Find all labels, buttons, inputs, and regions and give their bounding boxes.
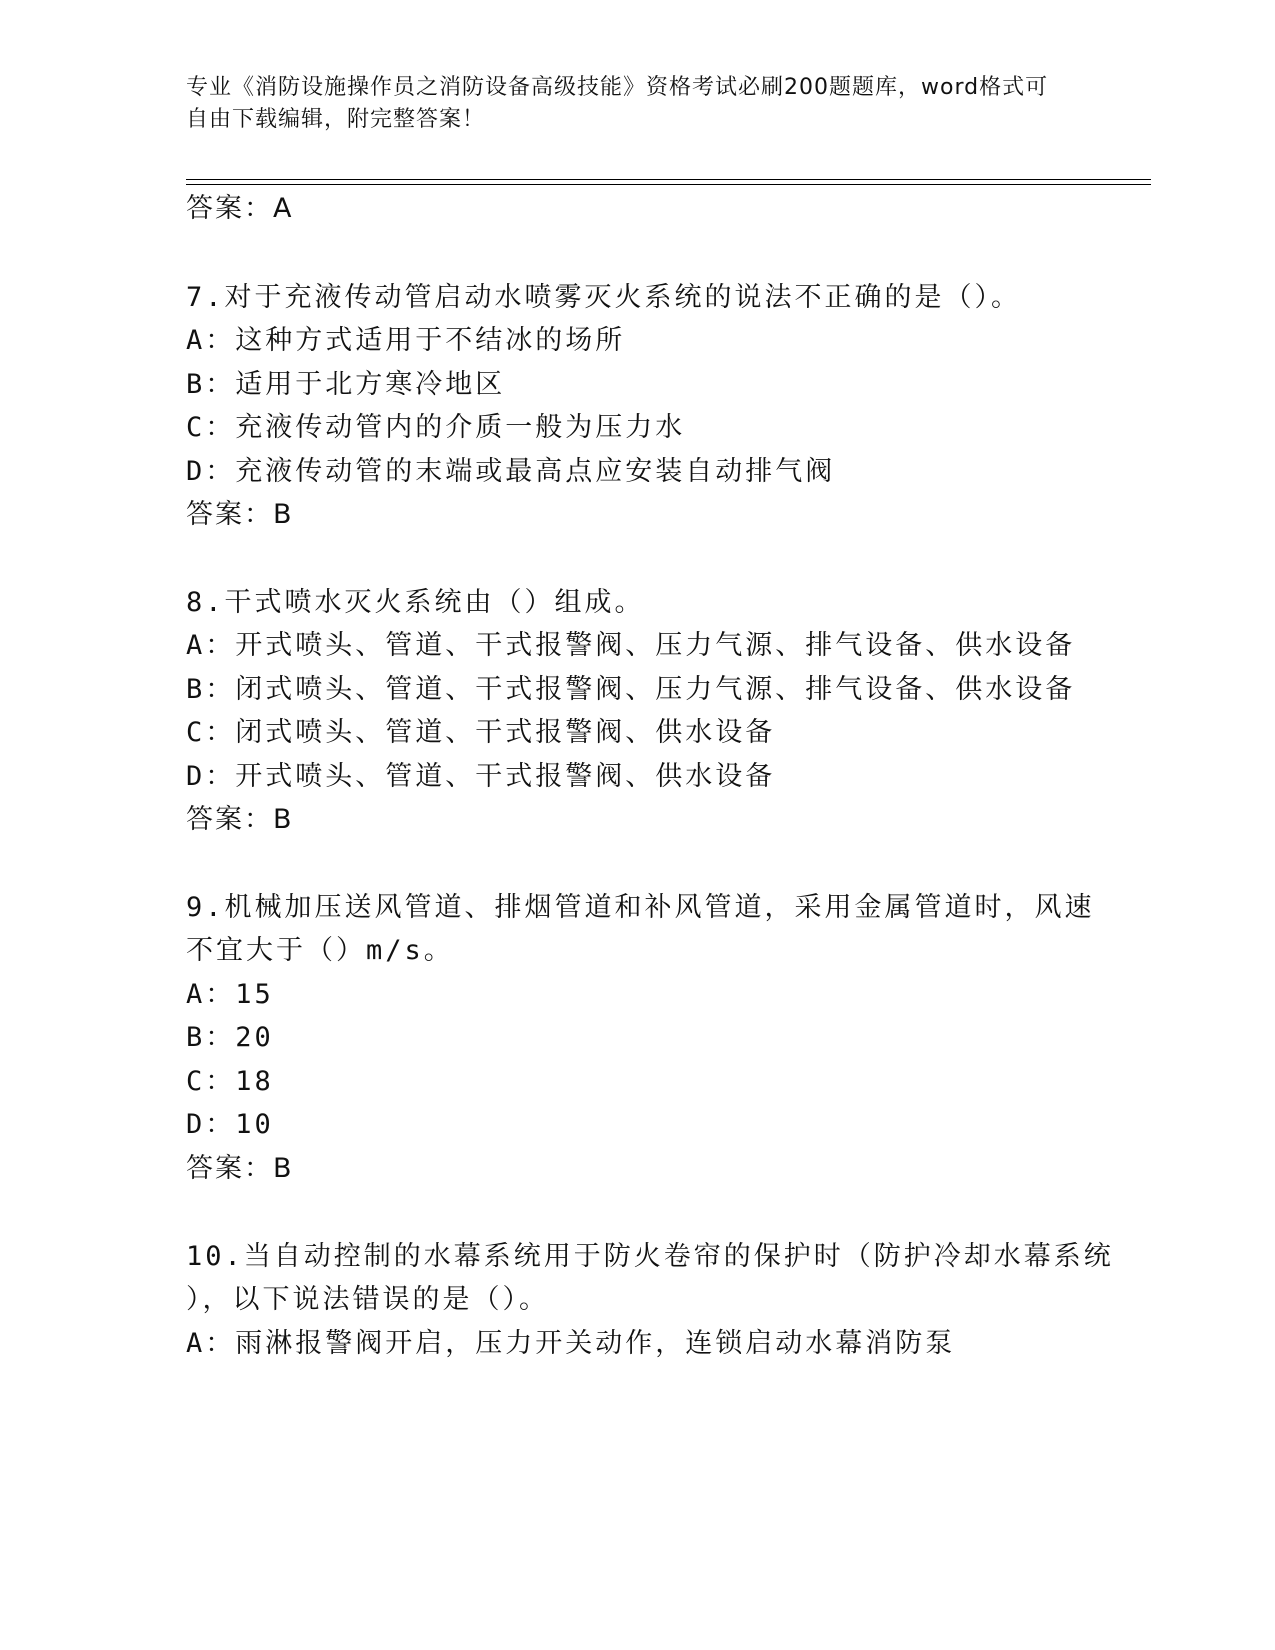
question-9-stem-line-1: 9.机械加压送风管道、排烟管道和补风管道，采用金属管道时，风速: [186, 892, 1095, 923]
header-divider-bottom: [186, 184, 1151, 185]
document-header: 专业《消防设施操作员之消防设备高级技能》资格考试必刷200题题库，word格式可自由下载编辑，附完整答案！: [186, 75, 1049, 132]
question-9-answer: 答案：B: [186, 1153, 294, 1184]
question-10-stem-line-1: 10.当自动控制的水幕系统用于防火卷帘的保护时（防护冷却水幕系统: [186, 1241, 1114, 1272]
question-7-stem: 7.对于充液传动管启动水喷雾灭火系统的说法不正确的是（）。: [186, 282, 1022, 313]
question-10-option-a: A：雨淋报警阀开启，压力开关动作，连锁启动水幕消防泵: [186, 1328, 956, 1359]
question-9-option-c: C：18: [186, 1066, 274, 1097]
question-8-option-c: C：闭式喷头、管道、干式报警阀、供水设备: [186, 717, 776, 748]
question-7-option-c: C：充液传动管内的介质一般为压力水: [186, 412, 686, 443]
question-8-option-d: D：开式喷头、管道、干式报警阀、供水设备: [186, 761, 776, 792]
question-7-option-a: A：这种方式适用于不结冰的场所: [186, 325, 626, 356]
previous-answer: 答案：A: [186, 193, 294, 224]
question-9-option-b: B：20: [186, 1022, 274, 1053]
question-8-option-a: A：开式喷头、管道、干式报警阀、压力气源、排气设备、供水设备: [186, 630, 1076, 661]
question-8-option-b: B：闭式喷头、管道、干式报警阀、压力气源、排气设备、供水设备: [186, 674, 1076, 705]
question-9-option-a: A：15: [186, 979, 274, 1010]
question-9-stem-line-2: 不宜大于（）m/s。: [186, 935, 454, 966]
question-10-stem-line-2: ），以下说法错误的是（）。: [186, 1284, 549, 1315]
question-7-option-d: D：充液传动管的末端或最高点应安装自动排气阀: [186, 456, 836, 487]
question-9-option-d: D：10: [186, 1109, 274, 1140]
question-8-answer: 答案：B: [186, 804, 294, 835]
question-7-answer: 答案：B: [186, 499, 294, 530]
header-divider-top: [186, 179, 1151, 180]
question-7-option-b: B：适用于北方寒冷地区: [186, 369, 506, 400]
question-8-stem: 8.干式喷水灭火系统由（）组成。: [186, 587, 645, 618]
